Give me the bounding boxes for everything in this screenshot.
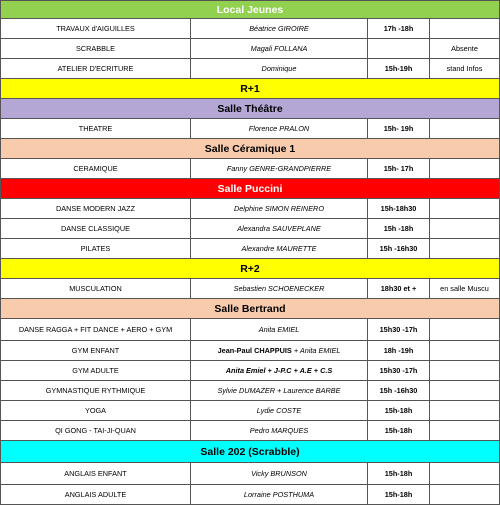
- table-row: [0, 462, 500, 484]
- teacher-cell: Magali FOLLANA: [190, 39, 367, 58]
- teacher-cell: Alexandre MAURETTE: [190, 239, 367, 258]
- activity-cell: SCRABBLE: [0, 39, 190, 58]
- activity-cell: THEATRE: [0, 119, 190, 138]
- activity-cell: ATELIER D'ECRITURE: [0, 59, 190, 78]
- activity-cell: GYMNASTIQUE RYTHMIQUE: [0, 381, 190, 400]
- note-cell: [429, 119, 500, 138]
- teacher-primary: Anita Emiel: [225, 366, 266, 375]
- section-header-r2: R+2: [0, 258, 500, 278]
- teacher-cell: Pedro MARQUES: [190, 421, 367, 440]
- hours-cell: 15h -16h30: [367, 239, 429, 258]
- teacher-primary: Jean-Paul CHAPPUIS: [217, 346, 292, 355]
- teacher-cell: Lorraine POSTHUMA: [190, 485, 367, 504]
- teacher-cell: [190, 341, 367, 360]
- hours-cell: 15h-18h30: [367, 199, 429, 218]
- activity-cell: GYM ADULTE: [0, 361, 190, 380]
- hours-cell: 18h -19h: [367, 341, 429, 360]
- table-row: [0, 118, 500, 138]
- hours-cell: 15h- 17h: [367, 159, 429, 178]
- teacher-cell: Delphine SIMON REINERO: [190, 199, 367, 218]
- activity-cell: GYM ENFANT: [0, 341, 190, 360]
- activity-cell: ANGLAIS ENFANT: [0, 463, 190, 484]
- hours-cell: [367, 39, 429, 58]
- hours-cell: 17h -18h: [367, 19, 429, 38]
- section-header-local-jeunes: Local Jeunes: [0, 0, 500, 18]
- note-cell: [429, 199, 500, 218]
- activity-cell: DANSE RAGGA + FIT DANCE + AERO + GYM: [0, 319, 190, 340]
- note-cell: [429, 219, 500, 238]
- table-row: [0, 340, 500, 360]
- note-cell: en salle Muscu: [429, 279, 500, 298]
- table-row: [0, 218, 500, 238]
- section-header-salle-202: Salle 202 (Scrabble): [0, 440, 500, 462]
- activity-cell: QI GONG - TAI-JI-QUAN: [0, 421, 190, 440]
- hours-cell: 15h-18h: [367, 401, 429, 420]
- section-header-salle-ceramique: Salle Céramique 1: [0, 138, 500, 158]
- hours-cell: 15h -16h30: [367, 381, 429, 400]
- note-cell: [429, 341, 500, 360]
- hours-cell: 15h30 -17h: [367, 361, 429, 380]
- teacher-cell: Sylvie DUMAZER + Laurence BARBE: [190, 381, 367, 400]
- note-cell: [429, 381, 500, 400]
- section-header-salle-puccini: Salle Puccini: [0, 178, 500, 198]
- section-header-r1: R+1: [0, 78, 500, 98]
- section-header-salle-bertrand: Salle Bertrand: [0, 298, 500, 318]
- activity-cell: DANSE CLASSIQUE: [0, 219, 190, 238]
- teacher-cell: Dominique: [190, 59, 367, 78]
- note-cell: [429, 319, 500, 340]
- teacher-cell: Anita EMIEL: [190, 319, 367, 340]
- teacher-cell: [190, 361, 367, 380]
- teacher-secondary: + Anita EMIEL: [291, 346, 341, 355]
- activity-cell: MUSCULATION: [0, 279, 190, 298]
- table-row: [0, 380, 500, 400]
- table-row: [0, 158, 500, 178]
- teacher-cell: Alexandra SAUVEPLANE: [190, 219, 367, 238]
- note-cell: [429, 485, 500, 504]
- note-cell: Absente: [429, 39, 500, 58]
- table-row: [0, 278, 500, 298]
- activity-cell: ANGLAIS ADULTE: [0, 485, 190, 504]
- teacher-secondary: + J-P.C + A.E + C.S: [265, 366, 333, 375]
- note-cell: [429, 159, 500, 178]
- table-row: [0, 238, 500, 258]
- table-row: [0, 38, 500, 58]
- table-row: [0, 360, 500, 380]
- teacher-cell: Florence PRALON: [190, 119, 367, 138]
- hours-cell: 15h-18h: [367, 485, 429, 504]
- hours-cell: 15h-18h: [367, 463, 429, 484]
- note-cell: [429, 421, 500, 440]
- hours-cell: 18h30 et +: [367, 279, 429, 298]
- hours-cell: 15h -18h: [367, 219, 429, 238]
- hours-cell: 15h-18h: [367, 421, 429, 440]
- note-cell: [429, 239, 500, 258]
- teacher-cell: Béatrice GIROIRE: [190, 19, 367, 38]
- note-cell: [429, 463, 500, 484]
- teacher-cell: Fanny GENRE-GRANDPIERRE: [190, 159, 367, 178]
- note-cell: [429, 401, 500, 420]
- activity-cell: TRAVAUX d'AIGUILLES: [0, 19, 190, 38]
- activity-cell: YOGA: [0, 401, 190, 420]
- teacher-cell: Lydie COSTE: [190, 401, 367, 420]
- table-row: [0, 58, 500, 78]
- activity-cell: CERAMIQUE: [0, 159, 190, 178]
- hours-cell: 15h- 19h: [367, 119, 429, 138]
- section-header-salle-theatre: Salle Théâtre: [0, 98, 500, 118]
- table-row: [0, 318, 500, 340]
- note-cell: [429, 19, 500, 38]
- table-row: [0, 18, 500, 38]
- teacher-cell: Sebastien SCHOENECKER: [190, 279, 367, 298]
- table-row: [0, 484, 500, 505]
- table-row: [0, 400, 500, 420]
- note-cell: [429, 361, 500, 380]
- activity-cell: DANSE MODERN JAZZ: [0, 199, 190, 218]
- hours-cell: 15h30 -17h: [367, 319, 429, 340]
- teacher-cell: Vicky BRUNSON: [190, 463, 367, 484]
- note-cell: stand Infos: [429, 59, 500, 78]
- table-row: [0, 198, 500, 218]
- activity-cell: PILATES: [0, 239, 190, 258]
- table-row: [0, 420, 500, 440]
- hours-cell: 15h-19h: [367, 59, 429, 78]
